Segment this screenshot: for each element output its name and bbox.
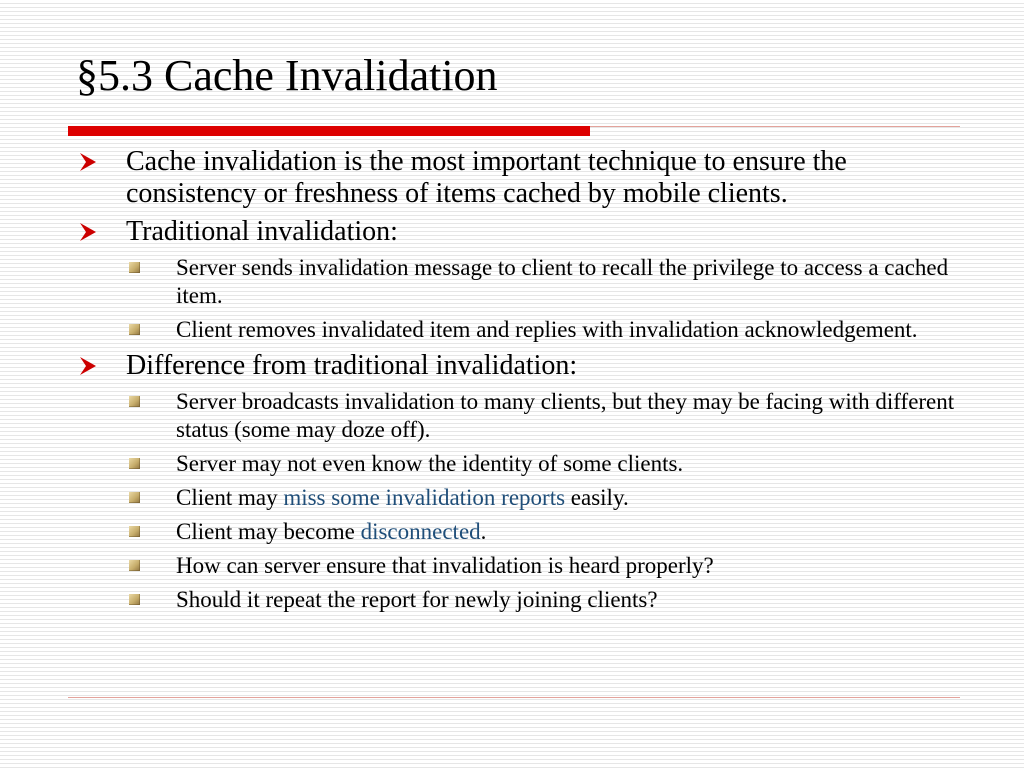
bullet-item [76,350,956,382]
sub-bullet-text: Client removes invalidated item and replies with invalidation acknowledgement. [176,317,918,342]
slide-title: §5.3 Cache Invalidation [76,51,498,100]
sub-bullet-item [76,254,956,310]
sub-bullet-text-prefix: Client may become [176,519,361,544]
arrow-bullet-icon [78,355,98,377]
square-bullet-icon [129,492,140,503]
sub-bullet-text-prefix: Client may [176,485,284,510]
square-bullet-icon [129,324,140,335]
sub-bullet-text: How can server ensure that invalidation is heard properly? [176,553,714,578]
highlighted-phrase: miss some invalidation reports [283,485,566,510]
sub-bullet-item [76,518,956,546]
sub-bullet-text: Should it repeat the report for newly joining clients? [176,587,658,612]
bullet-text: Traditional invalidation: [126,216,398,247]
square-bullet-icon [129,396,140,407]
bullet-text: Cache invalidation is the most important technique to ensure the consistency or freshness of items cached by mobile clients. [126,146,847,209]
square-bullet-icon [129,594,140,605]
sub-bullet-text: Server sends invalidation message to client to recall the privilege to access a cached item. [176,255,949,308]
square-bullet-icon [129,560,140,571]
arrow-bullet-icon [78,221,98,243]
sub-bullet-text-suffix: easily. [565,485,629,510]
sub-bullet-item [76,316,956,344]
sub-bullet-item [76,586,956,614]
sub-bullet-item [76,450,956,478]
bullet-item [76,216,956,248]
square-bullet-icon [129,526,140,537]
footer-rule [68,697,960,698]
title-underline-bar [68,126,590,136]
highlighted-phrase: disconnected [360,519,481,544]
bullet-list [76,146,956,620]
title-underline-thin-rule [590,126,960,127]
square-bullet-icon [129,458,140,469]
bullet-text: Difference from traditional invalidation: [126,350,578,381]
sub-bullet-text: Server may not even know the identity of some clients. [176,451,684,476]
sub-bullet-text: Server broadcasts invalidation to many clients, but they may be facing with different status (some may doze off). [176,389,955,442]
bullet-item [76,146,956,210]
sub-bullet-item [76,388,956,444]
sub-bullet-item [76,484,956,512]
square-bullet-icon [129,262,140,273]
arrow-bullet-icon [78,151,98,173]
sub-bullet-text-suffix: . [480,519,487,544]
sub-bullet-item [76,552,956,580]
